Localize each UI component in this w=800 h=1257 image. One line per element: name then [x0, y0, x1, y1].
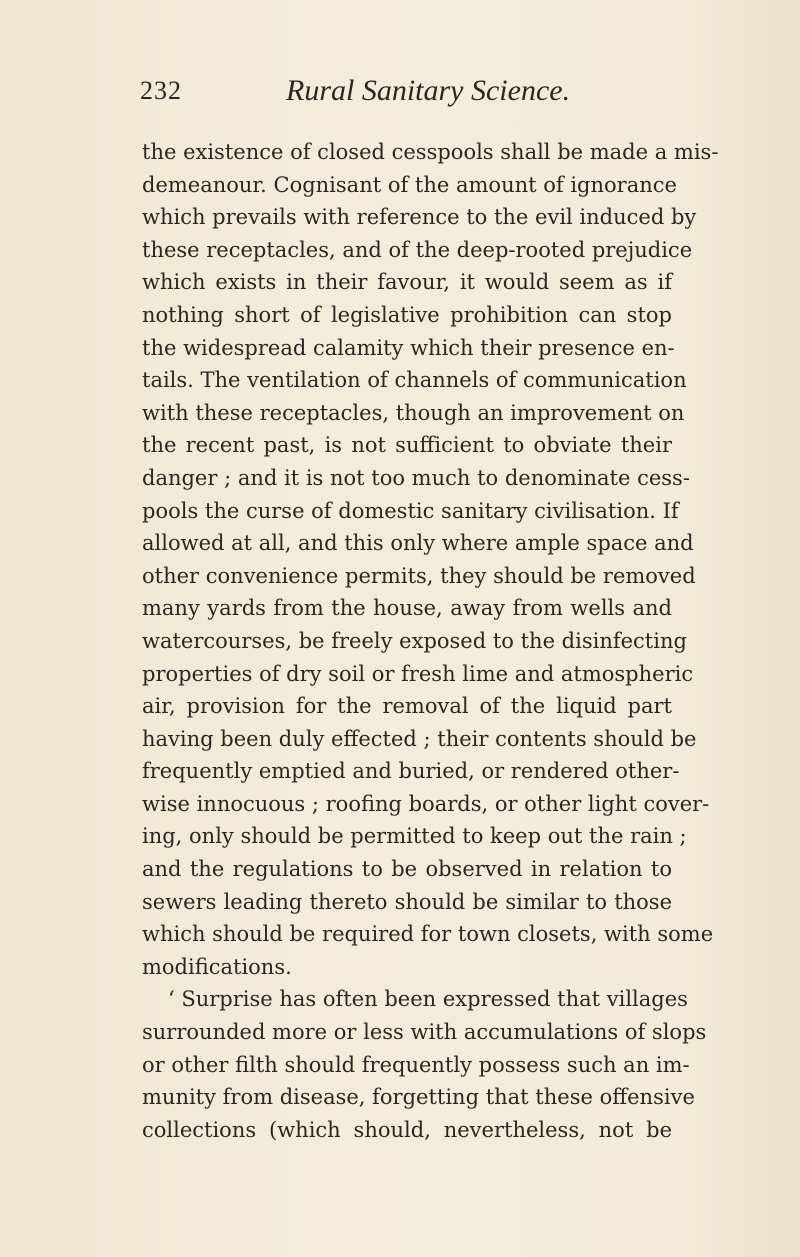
text-line: nothing short of legislative prohibition can stop: [142, 302, 672, 327]
text-line: the existence of closed cesspools shall be made a mis-: [142, 140, 719, 164]
text-line: and the regulations to be observed in relation to: [142, 857, 672, 882]
text-line: which exists in their favour, it would seem as if: [142, 270, 672, 295]
text-line: surrounded more or less with accumulations of slops: [142, 1020, 707, 1045]
text-line: collections (which should, nevertheless, not be: [142, 1117, 672, 1142]
body-text: [142, 136, 719, 1146]
text-line: tails. The ventilation of channels of communication: [142, 368, 687, 393]
text-line: properties of dry soil or fresh lime and atmospheric: [142, 661, 694, 686]
text-line: many yards from the house, away from wells and: [142, 596, 672, 621]
text-line: or other filth should frequently possess such an im-: [142, 1052, 690, 1077]
text-line: the widespread calamity which their presence en-: [142, 335, 675, 360]
text-line: ing, only should be permitted to keep out the rain ;: [142, 824, 687, 849]
text-line: watercourses, be freely exposed to the disinfecting: [142, 628, 687, 653]
text-line: which prevails with reference to the evil induced by: [142, 205, 697, 230]
text-line: danger ; and it is not too much to denominate cess-: [142, 465, 690, 490]
text-line: these receptacles, and of the deep-rooted prejudice: [142, 237, 693, 262]
text-line: having been duly effected ; their contents should be: [142, 726, 697, 751]
running-title: Rural Sanitary Science.: [286, 74, 571, 107]
page-number: 232: [140, 76, 182, 105]
text-line: pools the curse of domestic sanitary civilisation. If: [142, 498, 679, 523]
text-line: air, provision for the removal of the liquid part: [142, 694, 672, 719]
text-line: ‘ Surprise has often been expressed that villages: [168, 987, 688, 1012]
text-line: modifications.: [142, 954, 292, 979]
text-line: demeanour. Cognisant of the amount of ignorance: [142, 172, 677, 197]
text-line: wise innocuous ; roofing boards, or other light cover-: [142, 791, 710, 816]
paragraph-1: [142, 136, 719, 983]
text-line: other convenience permits, they should be removed: [142, 563, 696, 588]
text-line: with these receptacles, though an improvement on: [142, 400, 685, 425]
text-line: munity from disease, forgetting that these offensive: [142, 1085, 695, 1110]
text-line: allowed at all, and this only where ample space and: [142, 531, 694, 556]
page-header: [140, 76, 660, 116]
paragraph-2: [142, 983, 707, 1146]
text-line: frequently emptied and buried, or rendered other-: [142, 759, 680, 784]
text-line: the recent past, is not sufficient to obviate their: [142, 433, 672, 458]
text-line: sewers leading thereto should be similar to those: [142, 889, 672, 914]
text-line: which should be required for town closets, with some: [142, 922, 714, 947]
